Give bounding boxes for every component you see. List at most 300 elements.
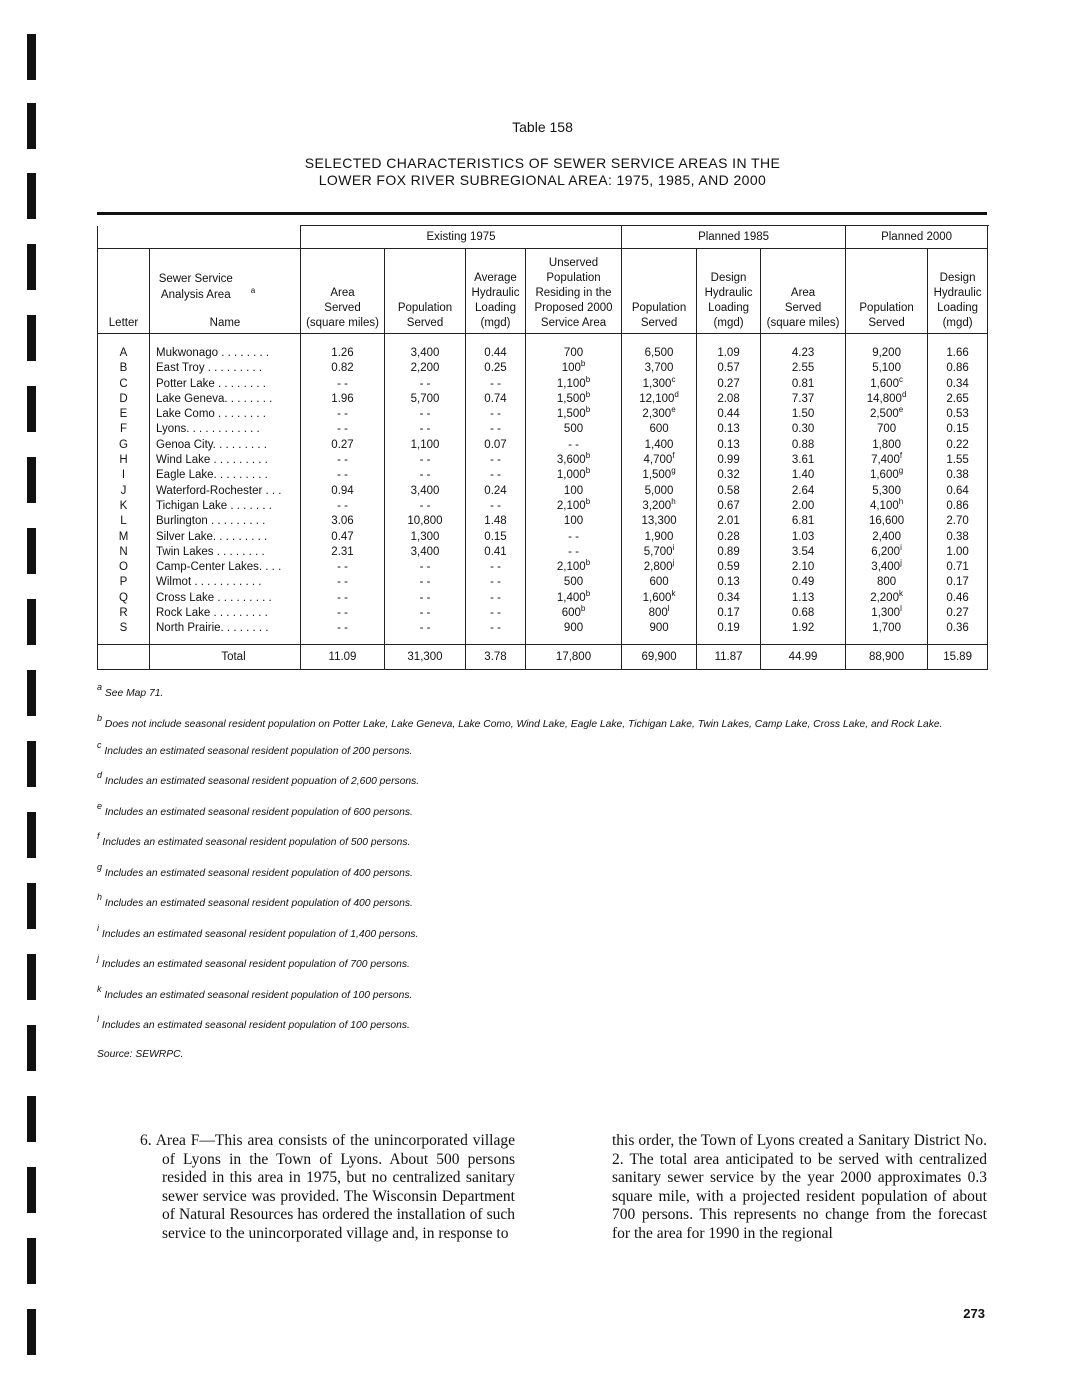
population-1975-cell — [385, 392, 466, 407]
binding-mark — [27, 954, 36, 1000]
header-line: Proposed 2000 — [534, 302, 613, 314]
population-2000: 1,600 — [870, 377, 899, 390]
footnote-mark: b — [585, 466, 591, 476]
footnote-mark: c — [97, 739, 102, 750]
area-1975-cell — [301, 606, 385, 621]
row-letter: N — [119, 545, 128, 558]
population-2000: 3,400 — [871, 561, 901, 574]
unserved-population: 2,100 — [556, 499, 586, 512]
footnote-mark: d — [97, 770, 103, 780]
population-1975: 2,200 — [410, 362, 440, 375]
loading-1975-cell — [466, 377, 526, 392]
area-2000-cell — [761, 606, 846, 621]
footnote-mark: g — [671, 466, 676, 476]
loading-1985: 0.59 — [717, 561, 740, 574]
population-2000: 7,400 — [871, 454, 900, 467]
population-1985-cell — [622, 496, 697, 514]
footnote-mark: k — [898, 588, 903, 598]
loading-2000-cell — [928, 530, 988, 545]
population-2000: 1,300 — [871, 607, 901, 620]
population-2000-cell — [846, 438, 928, 453]
footnote-mark: b — [585, 405, 591, 415]
loading-1985-cell — [697, 422, 761, 437]
area-1975-cell — [301, 392, 385, 407]
binding-mark — [27, 670, 36, 716]
footnote — [97, 770, 987, 789]
loading-2000: 1.66 — [946, 347, 969, 359]
area-1975: - - — [337, 607, 348, 620]
row-name-cell — [150, 453, 301, 468]
population-1985: 12,100 — [639, 392, 675, 405]
footnote-mark: c — [898, 374, 903, 384]
source-note: Source: SEWRPC. — [97, 1048, 184, 1060]
row-letter: S — [119, 622, 128, 635]
row-name: Lake Geneva. . . . . . . . — [156, 392, 273, 405]
col-header-unserved — [526, 249, 622, 334]
area-1975: - - — [337, 561, 348, 574]
row-letter-cell — [98, 530, 150, 545]
loading-1985: 0.67 — [717, 499, 740, 512]
loading-1985-cell — [697, 377, 761, 392]
total-loading-1975: 3.78 — [466, 644, 526, 669]
unserved-population: 100 — [563, 484, 584, 497]
population-1975: - - — [419, 469, 431, 482]
row-letter: C — [119, 377, 128, 390]
population-1985-cell — [622, 514, 697, 529]
loading-1975: - - — [490, 591, 501, 604]
area-1975: - - — [337, 469, 348, 482]
table-row — [98, 438, 988, 453]
area-1975: 0.47 — [331, 530, 354, 543]
binding-mark — [27, 386, 36, 432]
loading-1985: 0.28 — [717, 530, 740, 543]
area-1975-cell — [301, 621, 385, 644]
loading-1975: 0.07 — [484, 438, 507, 451]
binding-mark — [27, 1167, 36, 1213]
area-1975: - - — [337, 576, 348, 589]
population-1975-cell — [385, 334, 466, 362]
table-row — [98, 530, 988, 545]
area-1975: 0.82 — [331, 362, 354, 375]
loading-2000-cell — [928, 514, 988, 529]
footnote-mark: d — [901, 389, 907, 399]
table-row — [98, 407, 988, 422]
loading-1985: 0.44 — [717, 408, 740, 421]
footnote-text: See Map 71. — [104, 688, 164, 699]
population-1975: 1,100 — [410, 438, 440, 451]
population-1975-cell — [385, 438, 466, 453]
area-2000: 0.88 — [791, 438, 815, 451]
row-name-cell — [150, 422, 301, 437]
population-2000: 5,300 — [872, 484, 901, 497]
binding-mark — [27, 741, 36, 787]
loading-1985-cell — [697, 545, 761, 560]
unserved-population-cell — [526, 560, 622, 575]
unserved-population: 500 — [563, 576, 584, 589]
loading-1985-cell — [697, 591, 761, 606]
population-1975: - - — [419, 607, 431, 620]
population-1985: 1,500 — [642, 469, 672, 482]
loading-1985-cell — [697, 514, 761, 529]
footnote-mark: e — [97, 800, 103, 811]
population-1975: - - — [419, 591, 431, 604]
loading-1985: 0.34 — [717, 591, 740, 604]
population-1985: 800 — [648, 607, 668, 620]
footnote-mark: f — [97, 831, 100, 841]
footnote-text: Includes an estimated seasonal resident population of 600 persons. — [104, 806, 413, 818]
unserved-population: 700 — [563, 347, 584, 359]
population-1975-cell — [385, 514, 466, 529]
col-header-name-label: Name — [209, 317, 241, 329]
population-2000-cell — [846, 542, 928, 560]
population-2000-cell — [846, 621, 928, 644]
loading-2000-cell — [928, 591, 988, 606]
row-name-cell — [150, 468, 301, 483]
row-letter: I — [121, 469, 126, 482]
footnote-text: Includes an estimated seasonal resident population of 400 persons. — [104, 898, 413, 909]
header-line: Served — [640, 317, 678, 329]
population-1985-cell — [622, 389, 697, 407]
population-1975: - - — [419, 423, 431, 436]
col-header-population-2000 — [846, 249, 928, 334]
row-letter-cell — [98, 453, 150, 468]
header-line: Population — [631, 302, 687, 314]
area-2000-cell — [761, 545, 846, 560]
loading-2000: 0.15 — [946, 423, 969, 436]
population-1985-cell — [622, 575, 697, 590]
table-row — [98, 334, 988, 362]
footnote-mark: h — [898, 496, 904, 506]
row-name: Cross Lake . . . . . . . . . — [156, 591, 272, 604]
population-2000: 2,200 — [870, 591, 899, 604]
row-name-cell — [150, 392, 301, 407]
loading-1975: 0.74 — [484, 392, 507, 405]
table-title — [0, 155, 1065, 189]
binding-mark — [27, 1238, 36, 1284]
row-letter-cell — [98, 591, 150, 606]
row-name-cell — [150, 606, 301, 621]
row-letter: M — [118, 530, 129, 543]
binding-mark — [27, 883, 36, 929]
header-line: Hydraulic — [471, 287, 520, 299]
population-1985: 1,300 — [642, 377, 672, 390]
unserved-population-cell — [526, 374, 622, 392]
population-1975: - - — [419, 408, 431, 421]
area-2000-cell — [761, 499, 846, 514]
loading-2000-cell — [928, 545, 988, 560]
area-2000-cell — [761, 484, 846, 499]
unserved-population-cell — [526, 438, 622, 453]
loading-1975: 0.25 — [484, 362, 507, 375]
row-letter-cell — [98, 545, 150, 560]
footnote-mark: l — [97, 1014, 99, 1024]
unserved-population-cell — [526, 468, 622, 483]
loading-1975-cell — [466, 560, 526, 575]
area-2000-cell — [761, 438, 846, 453]
row-name-cell — [150, 438, 301, 453]
header-line: Residing in the — [535, 287, 612, 299]
population-2000-cell — [846, 422, 928, 437]
unserved-population: 500 — [563, 423, 584, 436]
area-1975-cell — [301, 530, 385, 545]
unserved-population: 100 — [561, 362, 581, 375]
row-letter: J — [120, 484, 127, 497]
population-2000: 16,600 — [868, 515, 905, 528]
binding-mark — [27, 244, 36, 290]
loading-1985-cell — [697, 499, 761, 514]
area-1975: - - — [337, 454, 348, 467]
area-1975-cell — [301, 361, 385, 376]
loading-1975: - - — [490, 454, 501, 467]
area-2000: 6.81 — [791, 515, 815, 528]
population-2000: 14,800 — [866, 392, 902, 405]
row-name: Genoa City. . . . . . . . . — [156, 438, 267, 451]
group-header-planned-2000: Planned 2000 — [846, 226, 988, 249]
loading-2000: 2.65 — [946, 392, 969, 405]
loading-1985-cell — [697, 438, 761, 453]
population-1985-cell — [622, 334, 697, 362]
row-letter: E — [119, 408, 128, 421]
population-1975-cell — [385, 361, 466, 376]
population-1985: 13,300 — [641, 515, 677, 528]
population-1975: 1,300 — [410, 530, 440, 543]
binding-mark — [27, 528, 36, 574]
area-2000-cell — [761, 407, 846, 422]
col-header-design-2000 — [928, 249, 988, 334]
total-loading-2000: 15.89 — [928, 644, 988, 669]
area-2000: 0.49 — [791, 576, 815, 589]
row-name-cell — [150, 407, 301, 422]
loading-1985-cell — [697, 606, 761, 621]
loading-1975-cell — [466, 453, 526, 468]
loading-2000: 0.17 — [946, 576, 969, 589]
row-letter-cell — [98, 514, 150, 529]
binding-mark — [27, 1309, 36, 1355]
population-2000-cell — [846, 389, 928, 407]
population-2000: 1,700 — [872, 622, 901, 635]
row-name: Mukwonago . . . . . . . . — [156, 347, 270, 359]
table-row — [98, 361, 988, 376]
loading-1985: 0.57 — [717, 362, 740, 375]
footnote-text: Includes an estimated seasonal resident population of 200 persons. — [104, 745, 413, 757]
area-2000: 2.64 — [791, 484, 815, 497]
table-row — [98, 377, 988, 392]
row-name-cell — [150, 484, 301, 499]
footnote-text: Includes an estimated seasonal resident population of 100 persons. — [101, 1020, 410, 1031]
table-row — [98, 453, 988, 468]
footnote-mark: i — [900, 542, 902, 552]
loading-1975: 0.15 — [484, 530, 507, 543]
footnote — [97, 682, 987, 701]
table-row — [98, 621, 988, 644]
col-header-hydraulic-1975 — [466, 249, 526, 334]
table-top-rule — [97, 212, 987, 215]
unserved-population-cell — [526, 422, 622, 437]
unserved-population-cell — [526, 575, 622, 590]
loading-2000-cell — [928, 422, 988, 437]
population-1985: 5,000 — [644, 484, 674, 497]
group-header-row — [98, 226, 988, 249]
total-population-2000: 88,900 — [846, 644, 928, 669]
unserved-population-cell — [526, 530, 622, 545]
population-1985-cell — [622, 361, 697, 376]
loading-2000-cell — [928, 334, 988, 362]
area-1975: 1.96 — [331, 392, 354, 405]
loading-2000: 0.86 — [946, 499, 969, 512]
row-letter: K — [119, 499, 128, 512]
unserved-population: 1,500 — [556, 392, 586, 405]
total-loading-1985: 11.87 — [697, 644, 761, 669]
footnote-mark: h — [97, 892, 103, 902]
population-1985-cell — [622, 530, 697, 545]
area-1975-cell — [301, 591, 385, 606]
header-line: Population — [546, 272, 601, 284]
col-header-area-served-2000 — [761, 249, 846, 334]
loading-1985-cell — [697, 484, 761, 499]
row-letter: H — [119, 454, 128, 467]
area-1975-cell — [301, 453, 385, 468]
loading-2000: 0.64 — [946, 484, 969, 497]
total-row — [98, 644, 988, 669]
header-line: (mgd) — [480, 317, 511, 329]
row-letter-cell — [98, 575, 150, 590]
footnote — [97, 892, 987, 911]
loading-1975: - - — [490, 607, 501, 620]
loading-1985-cell — [697, 361, 761, 376]
area-2000: 1.13 — [791, 591, 815, 604]
area-1975-cell — [301, 407, 385, 422]
loading-2000-cell — [928, 484, 988, 499]
total-area-1975: 11.09 — [301, 644, 385, 669]
population-1985-cell — [622, 374, 697, 392]
population-1985: 900 — [649, 622, 669, 635]
col-header-population-1975 — [385, 249, 466, 334]
row-name: Lyons. . . . . . . . . . . . — [156, 423, 260, 436]
unserved-population-cell — [526, 496, 622, 514]
unserved-population: 100 — [563, 515, 584, 528]
area-2000-cell — [761, 621, 846, 644]
population-2000-cell — [846, 514, 928, 529]
loading-2000: 0.71 — [946, 561, 969, 574]
unserved-population-cell — [526, 361, 622, 376]
loading-2000: 0.38 — [946, 469, 969, 482]
footnote-mark: h — [671, 496, 676, 506]
area-2000: 3.54 — [791, 545, 815, 558]
area-2000-cell — [761, 453, 846, 468]
unserved-population: - - — [568, 545, 579, 558]
area-1975: 1.26 — [331, 347, 354, 359]
population-2000: 5,100 — [872, 362, 901, 375]
area-1975: - - — [337, 499, 348, 512]
area-2000: 2.00 — [791, 499, 815, 512]
loading-2000: 1.55 — [946, 454, 969, 467]
table-row — [98, 560, 988, 575]
area-1975-cell — [301, 545, 385, 560]
population-1975-cell — [385, 606, 466, 621]
row-letter: Q — [119, 591, 128, 604]
binding-mark — [27, 1096, 36, 1142]
loading-2000-cell — [928, 453, 988, 468]
footnote-mark: b — [585, 451, 591, 461]
binding-mark — [27, 34, 36, 80]
unserved-population-cell — [526, 484, 622, 499]
row-name-cell — [150, 514, 301, 529]
footnote-mark: f — [899, 451, 903, 461]
row-name: Waterford-Rochester . . . — [156, 484, 282, 497]
unserved-population-cell — [526, 453, 622, 468]
population-1985: 2,800 — [643, 561, 673, 574]
unserved-population-cell — [526, 389, 622, 407]
area-1975: - - — [337, 423, 348, 436]
footnote-text: Includes an estimated seasonal resident population of 700 persons. — [101, 959, 410, 970]
footnote — [97, 739, 987, 759]
loading-1985: 0.13 — [717, 576, 740, 589]
unserved-population: - - — [568, 438, 579, 451]
footnote — [97, 831, 987, 850]
footnote-mark: l — [900, 604, 902, 614]
area-2000-cell — [761, 334, 846, 362]
row-letter-cell — [98, 407, 150, 422]
loading-1975-cell — [466, 438, 526, 453]
area-2000: 2.10 — [791, 561, 815, 574]
row-name: Wilmot . . . . . . . . . . . — [156, 576, 262, 589]
loading-2000-cell — [928, 621, 988, 644]
footnote — [97, 861, 987, 881]
loading-1975-cell — [466, 530, 526, 545]
population-1985-cell — [622, 588, 697, 606]
population-1975: - - — [419, 561, 431, 574]
footnote — [97, 922, 987, 942]
area-1975: - - — [337, 408, 348, 421]
loading-1975-cell — [466, 575, 526, 590]
population-1975: 3,400 — [410, 545, 440, 558]
area-1975: 3.06 — [331, 515, 354, 528]
footnote-mark: i — [97, 922, 99, 933]
loading-1985: 0.89 — [717, 545, 740, 558]
footnote-mark: b — [580, 604, 586, 614]
loading-1975: 0.41 — [484, 545, 507, 558]
loading-1985-cell — [697, 530, 761, 545]
table-title-line: LOWER FOX RIVER SUBREGIONAL AREA: 1975, 1985, AND 2000 — [318, 172, 767, 188]
row-letter: D — [119, 392, 128, 405]
table-row — [98, 499, 988, 514]
loading-1975-cell — [466, 591, 526, 606]
loading-1975-cell — [466, 514, 526, 529]
loading-2000-cell — [928, 392, 988, 407]
header-line: Served — [784, 302, 822, 314]
row-name: Rock Lake . . . . . . . . . — [156, 607, 268, 620]
population-1985: 1,400 — [644, 438, 674, 451]
population-1985-cell — [622, 453, 697, 468]
unserved-population-cell — [526, 514, 622, 529]
population-2000-cell — [846, 588, 928, 606]
unserved-population: 1,400 — [556, 591, 586, 604]
population-1975-cell — [385, 560, 466, 575]
row-name-cell — [150, 377, 301, 392]
header-line: Average — [474, 272, 517, 284]
area-1975: 0.27 — [331, 438, 354, 451]
area-1975-cell — [301, 484, 385, 499]
header-line: Hydraulic — [704, 287, 753, 299]
population-1975-cell — [385, 499, 466, 514]
footnotes — [97, 682, 987, 1077]
row-name: Wind Lake . . . . . . . . . — [156, 454, 268, 467]
group-header-planned-1985: Planned 1985 — [622, 226, 846, 249]
population-2000: 700 — [876, 423, 897, 436]
header-line: Hydraulic — [933, 287, 982, 299]
loading-1975-cell — [466, 499, 526, 514]
loading-1975-cell — [466, 407, 526, 422]
